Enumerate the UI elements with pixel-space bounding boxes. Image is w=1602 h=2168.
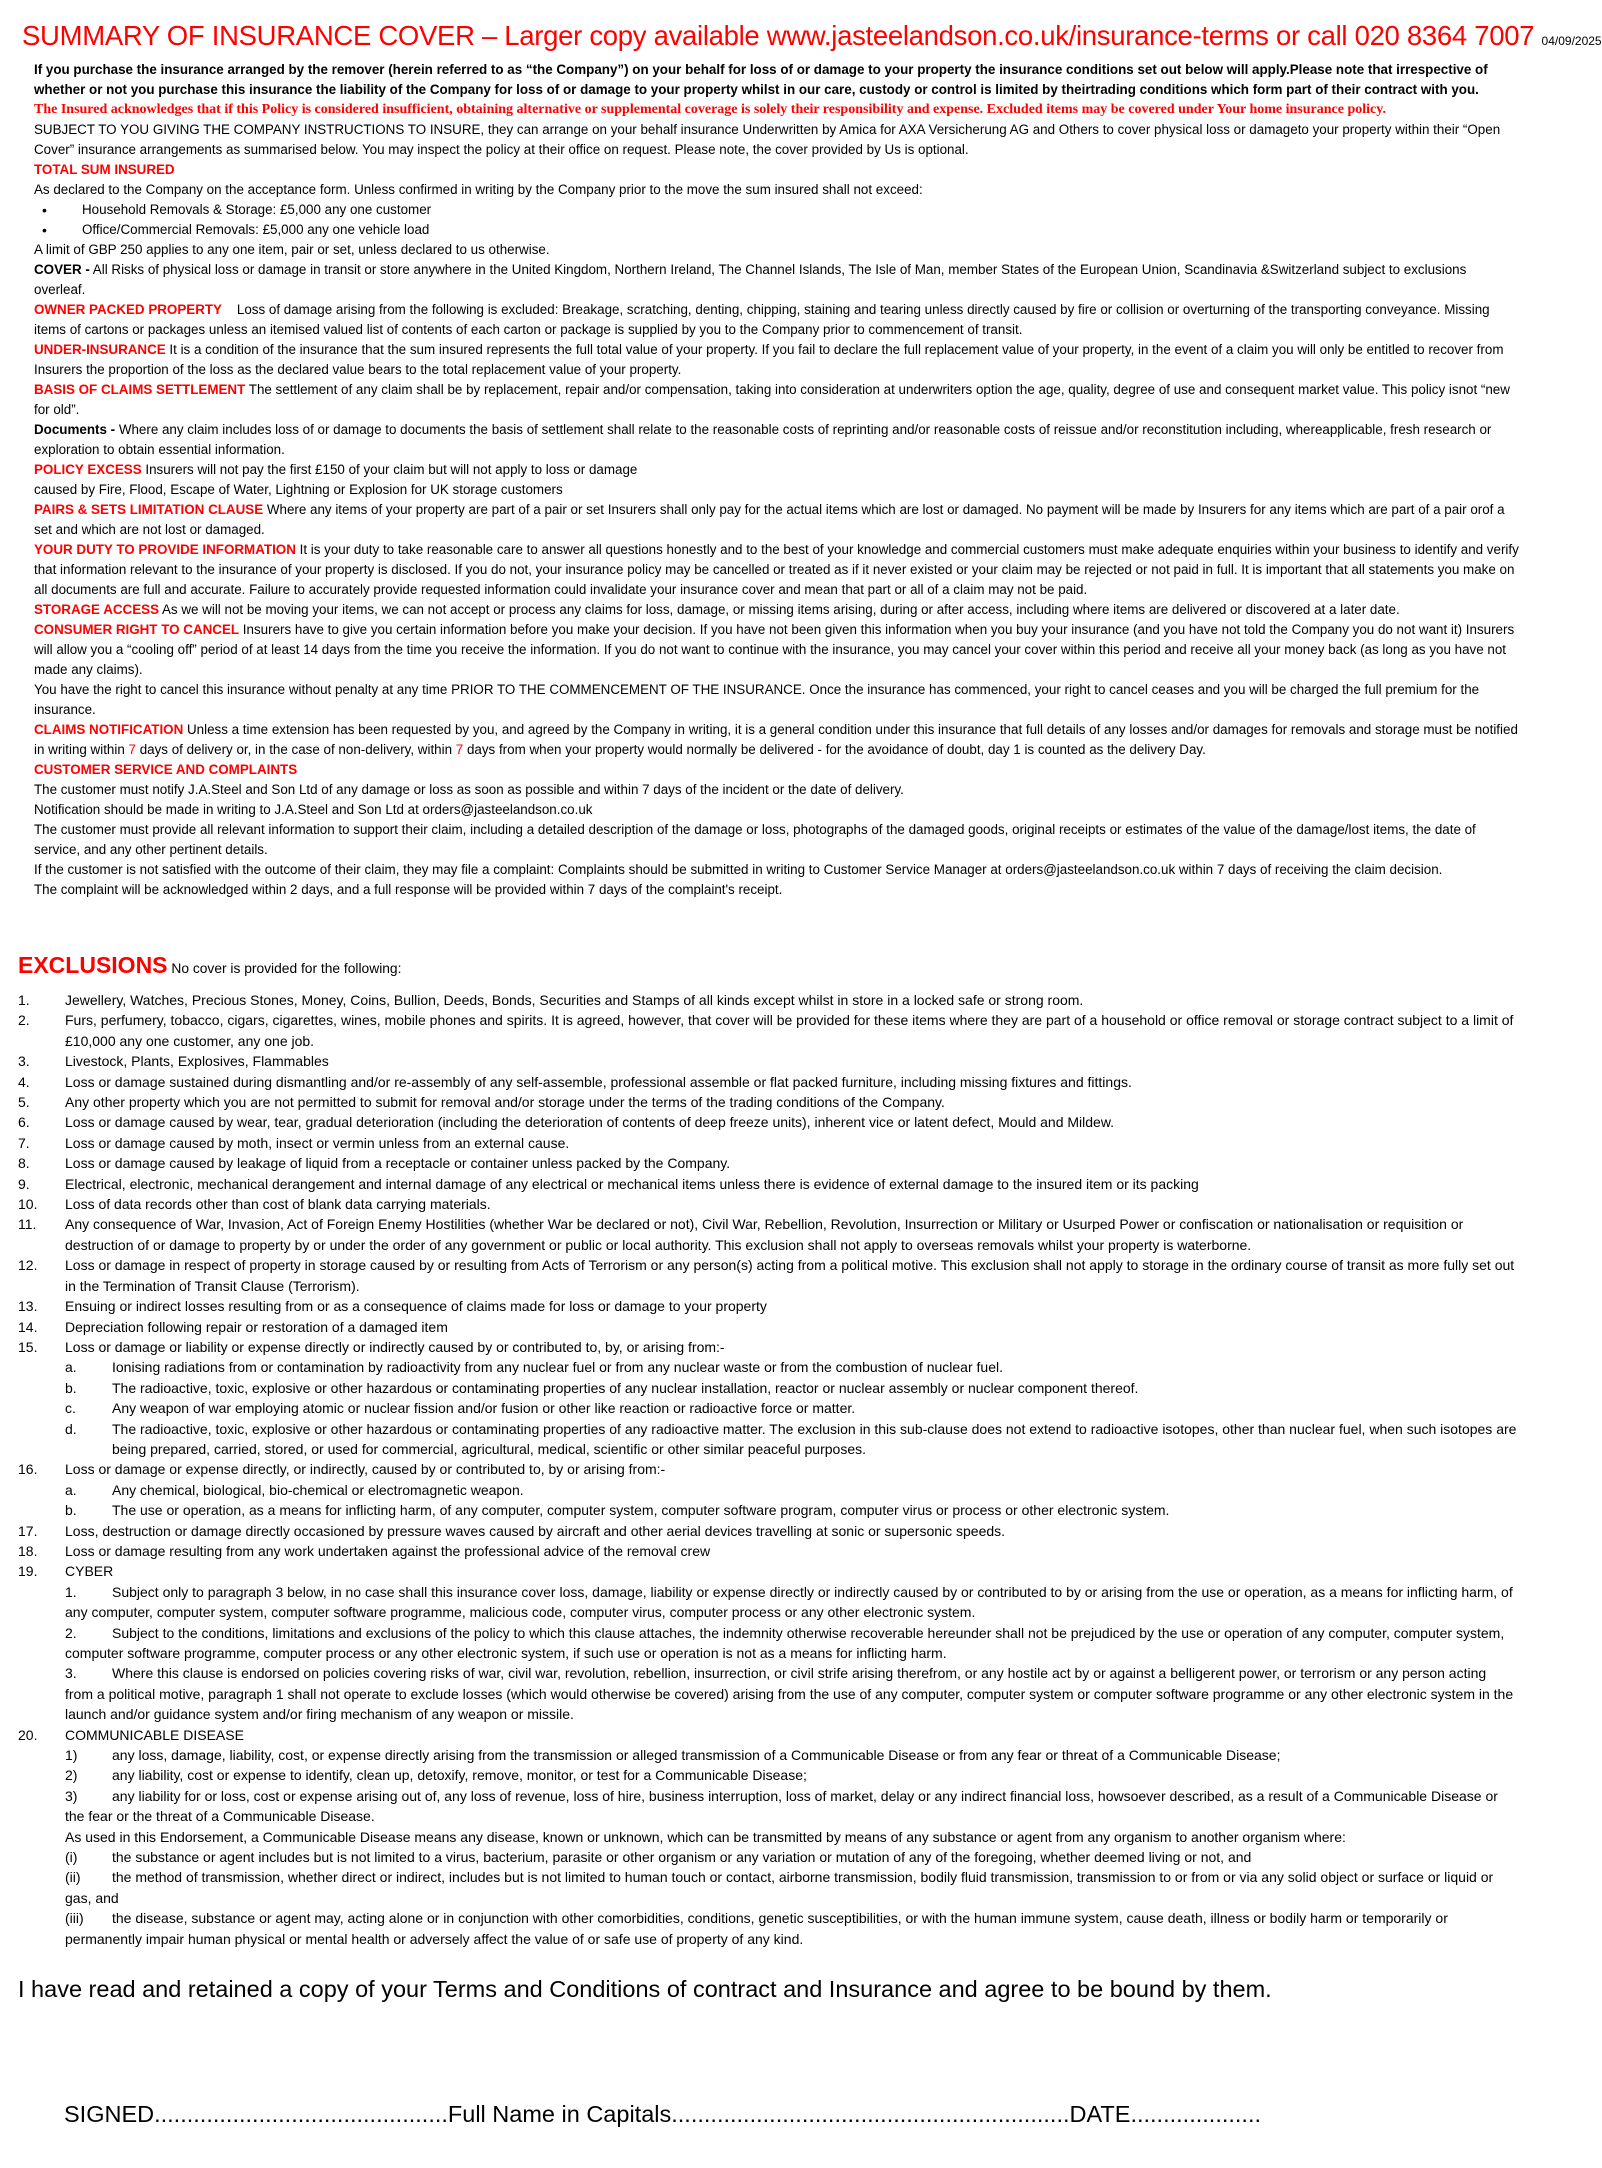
clause-number: 3) <box>65 1787 78 1804</box>
list-item: • Household Removals & Storage: £5,000 any one customer <box>34 200 1520 220</box>
clause-text: any liability, cost or expense to identify, clean up, detoxify, remove, monitor, or test for a Communicable Disease; <box>112 1767 807 1784</box>
condition-text: the disease, substance or agent may, acting alone or in conjunction with other comorbidities, conditions, genetic susceptibilities, or with the human immune system, cause death, illness or bodily harm or temporarily or permanently impair human physical or mental health or adversely affect the value of or safe use of property of any kind. <box>65 1910 1448 1947</box>
exclusion-item <box>18 1214 1518 1255</box>
clause-label: COVER - <box>34 262 90 277</box>
subitem-letter: a. <box>65 1481 77 1498</box>
subitem-text: Any chemical, biological, bio-chemical or electromagnetic weapon. <box>112 1481 524 1498</box>
item-text: Ensuing or indirect losses resulting from or as a consequence of claims made for loss or damage to your property <box>65 1298 767 1315</box>
clause-text: Insurers have to give you certain information before you make your decision. If you have not been given this information when you buy your insurance (and you have not told the Company you do not want it) Insurers will allow you a “cooling off” period of at least 14 days from the time you receive the information. If you do not want to continue with the insurance, you may cancel your cover within this period and receive all your money back (as long as you have not made any claims). <box>34 622 1515 677</box>
item-text: Livestock, Plants, Explosives, Flammables <box>65 1053 329 1070</box>
clause-text: Unless a time extension has been requested by you, and agreed by the Company in writing, it is a general condition under this insurance that full details of any losses and/or damages for removals and storage must be notified in writing within <box>34 722 1518 757</box>
clause-text: days from when your property would normally be delivered - for the avoidance of doubt, day 1 is counted as the delivery Day. <box>463 742 1206 757</box>
exclusion-subitem <box>18 1398 1518 1418</box>
clause-number: 2) <box>65 1767 78 1784</box>
item-number: 4. <box>18 1073 30 1090</box>
cover-clause <box>34 260 1520 300</box>
exclusion-item <box>18 990 1518 1010</box>
exclusion-subitem <box>18 1357 1518 1377</box>
paragraph-number: 1. <box>65 1583 77 1600</box>
item-text: Loss of data records other than cost of blank data carrying materials. <box>65 1196 491 1213</box>
disease-condition <box>18 1908 1518 1949</box>
item-text: Loss, destruction or damage directly occasioned by pressure waves caused by aircraft and other aerial devices travelling at sonic or supersonic speeds. <box>65 1522 1006 1539</box>
item-number: 16. <box>18 1461 38 1478</box>
cyber-paragraph <box>18 1663 1518 1724</box>
item-number: 15. <box>18 1338 38 1355</box>
item-text: Loss or damage or expense directly, or indirectly, caused by or contributed to, by or arising from:- <box>65 1461 666 1478</box>
documents-clause <box>34 420 1520 460</box>
item-number: 11. <box>18 1216 37 1233</box>
clause-label: CLAIMS NOTIFICATION <box>34 722 184 737</box>
service-line: If the customer is not satisfied with the outcome of their claim, they may file a complaint: Complaints should be submitted in writing to Customer Service Manager at orders@jasteelandson.co.uk within 7 days of receiving the claim decision. <box>34 862 1443 877</box>
cyber-paragraph <box>18 1623 1518 1664</box>
clause-text: All Risks of physical loss or damage in transit or store anywhere in the United Kingdom, Northern Ireland, The Channel Islands, The Isle of Man, member States of the European Union, Scandinavia &Switzerland subject to exclusions overleaf. <box>34 262 1467 297</box>
disease-condition <box>18 1867 1518 1908</box>
item-text: Loss or damage caused by wear, tear, gradual deterioration (including the deterioration of contents of deep freeze units), inherent vice or latent defect, Mould and Mildew. <box>65 1114 1115 1131</box>
clause-label: STORAGE ACCESS <box>34 602 160 617</box>
service-line: The customer must provide all relevant information to support their claim, including a detailed description of the damage or loss, photographs of the damaged goods, original receipts or estimates of the value of the damage/lost items, the date of service, and any other pertinent details. <box>34 822 1476 857</box>
exclusion-subitem <box>18 1480 1518 1500</box>
exclusion-item <box>18 1194 1518 1214</box>
exclusion-item <box>18 1459 1518 1479</box>
item-text: Loss or damage resulting from any work undertaken against the professional advice of the removal crew <box>65 1542 711 1559</box>
cyber-paragraph <box>18 1582 1518 1623</box>
subitem-text: The use or operation, as a means for inflicting harm, of any computer, computer system, computer software program, computer virus or process or other electronic system. <box>112 1502 1170 1519</box>
item-text: Any consequence of War, Invasion, Act of Foreign Enemy Hostilities (whether War be declared or not), Civil War, Rebellion, Revolution, Insurrection or Military or Usurped Power or confiscation or nationalisation or requisition or destruction of or damage to property by or under the order of any government or public or local authority. This exclusion shall not apply to overseas removals whilst your property is waterborne. <box>65 1216 1464 1253</box>
item-text: CYBER <box>65 1563 114 1580</box>
exclusion-subitem <box>18 1378 1518 1398</box>
item-limit-text: A limit of GBP 250 applies to any one item, pair or set, unless declared to us otherwise. <box>34 242 550 257</box>
item-number: 8. <box>18 1155 30 1172</box>
exclusions-subheading: No cover is provided for the following: <box>171 961 402 976</box>
exclusion-item <box>18 1051 1518 1071</box>
exclusions-heading-row <box>18 954 401 980</box>
clause-label: YOUR DUTY TO PROVIDE INFORMATION <box>34 542 296 557</box>
clause-text: days of delivery or, in the case of non-delivery, within <box>135 742 456 757</box>
exclusion-item <box>18 1725 1518 1745</box>
clause-label: BASIS OF CLAIMS SETTLEMENT <box>34 382 246 397</box>
clause-label: CONSUMER RIGHT TO CANCEL <box>34 622 240 637</box>
paragraph-text: Where this clause is endorsed on policies covering risks of war, civil war, revolution, rebellion, insurrection, or civil strife arising therefrom, or any hostile act by or against a belligerent power, or terrorism or any person acting from a political motive, paragraph 1 shall not operate to exclude losses (which would otherwise be covered) arising from the use of any computer, computer system or computer software programme or any other electronic system in the launch and/or guidance system and/or firing mechanism of any weapon or missile. <box>65 1665 1514 1723</box>
clause-label: OWNER PACKED PROPERTY <box>34 302 222 317</box>
subitem-text: Any weapon of war employing atomic or nuclear fission and/or fusion or other like reaction or radioactive force or matter. <box>112 1400 856 1417</box>
condition-text: the method of transmission, whether direct or indirect, includes but is not limited to human touch or contact, airborne transmission, bodily fluid transmission, transmission to or from or via any solid object or surface or liquid or gas, and <box>65 1869 1494 1906</box>
service-line: The customer must notify J.A.Steel and Son Ltd of any damage or loss as soon as possible and within 7 days of the incident or the date of delivery. <box>34 782 904 797</box>
basis-of-settlement-clause <box>34 380 1520 420</box>
item-number: 3. <box>18 1053 30 1070</box>
exclusion-item <box>18 1337 1518 1357</box>
condition-number: (i) <box>65 1849 78 1866</box>
subitem-text: Ionising radiations from or contamination by radioactivity from any nuclear fuel or from any nuclear waste or from the combustion of nuclear fuel. <box>112 1359 1003 1376</box>
item-number: 13. <box>18 1298 38 1315</box>
insurance-arrangement-text: SUBJECT TO YOU GIVING THE COMPANY INSTRUCTIONS TO INSURE, they can arrange on your behalf insurance Underwritten by Amica for AXA Versicherung AG and Others to cover physical loss or damageto your property within their “Open Cover” insurance arrangements as summarised below. You may inspect the policy at their office on request. Please note, the cover provided by Us is optional. <box>34 122 1501 157</box>
storage-access-clause <box>34 600 1520 620</box>
exclusion-item <box>18 1133 1518 1153</box>
duty-to-inform-clause <box>34 540 1520 600</box>
clause-text: any loss, damage, liability, cost, or expense directly arising from the transmission or alleged transmission of a Communicable Disease or from any fear or threat of a Communicable Disease; <box>112 1747 1281 1764</box>
exclusion-item <box>18 1317 1518 1337</box>
item-text: Loss or damage or liability or expense directly or indirectly caused by or contributed to, by, or arising from:- <box>65 1338 725 1355</box>
policy-excess-clause <box>34 460 1520 480</box>
exclusion-item <box>18 1092 1518 1112</box>
paragraph-number: 3. <box>65 1665 77 1682</box>
exclusion-item <box>18 1255 1518 1296</box>
exclusion-item <box>18 1521 1518 1541</box>
acknowledgement-notice: The Insured acknowledges that if this Policy is considered insufficient, obtaining alternative or supplemental coverage is solely their responsibility and expense. Excluded items may be covered under Your home insurance policy. <box>34 102 1386 117</box>
item-number: 17. <box>18 1522 38 1539</box>
disease-clause <box>18 1745 1518 1765</box>
clause-label: PAIRS & SETS LIMITATION CLAUSE <box>34 502 264 517</box>
condition-number: (iii) <box>65 1910 84 1927</box>
service-line: Notification should be made in writing to J.A.Steel and Son Ltd at orders@jasteelandson.co.uk <box>34 802 593 817</box>
owner-packed-clause <box>34 300 1520 340</box>
disease-clause <box>18 1786 1518 1827</box>
header-date: 04/09/2025 <box>1541 34 1602 48</box>
intro-section <box>34 60 1520 900</box>
header-title <box>22 18 1602 59</box>
clause-text: Where any items of your property are part of a pair or set Insurers shall only pay for the actual items which are lost or damaged. No payment will be made by Insurers for any items which are part of a pair orof a set and which are not lost or damaged. <box>34 502 1505 537</box>
total-sum-insured-heading: TOTAL SUM INSURED <box>34 162 175 177</box>
claims-notification-clause <box>34 720 1520 760</box>
sum-insured-list <box>34 200 1520 240</box>
claims-days: 7 <box>455 742 464 757</box>
item-number: 9. <box>18 1175 30 1192</box>
item-number: 7. <box>18 1134 30 1151</box>
clause-text: Insurers will not pay the first £150 of your claim but will not apply to loss or damage <box>141 462 638 477</box>
consumer-right-clause <box>34 620 1520 680</box>
list-item: • Office/Commercial Removals: £5,000 any one vehicle load <box>34 220 1520 240</box>
item-text: Electrical, electronic, mechanical derangement and internal damage of any electrical or mechanical items unless there is evidence of external damage to the insured item or its packing <box>65 1175 1199 1192</box>
under-insurance-clause <box>34 340 1520 380</box>
item-number: 20. <box>18 1726 38 1743</box>
exclusion-item <box>18 1010 1518 1051</box>
disease-condition <box>18 1847 1518 1867</box>
subitem-text: The radioactive, toxic, explosive or other hazardous or contaminating properties of any radioactive matter. The exclusion in this sub-clause does not extend to radioactive isotopes, other than nuclear fuel, when such isotopes are being prepared, carried, stored, or used for commercial, agricultural, medical, scientific or other similar peaceful purposes. <box>112 1420 1517 1457</box>
exclusion-item <box>18 1174 1518 1194</box>
clause-text: any liability for or loss, cost or expense arising out of, any loss of revenue, loss of hire, business interruption, loss of market, delay or any indirect financial loss, howsoever described, as a result of a Communicable Disease or the fear or the threat of a Communicable Disease. <box>65 1787 1498 1825</box>
item-number: 10. <box>18 1196 38 1213</box>
item-number: 14. <box>18 1318 38 1335</box>
item-number: 12. <box>18 1257 38 1274</box>
claims-days: 7 <box>128 742 136 757</box>
clause-text: Loss of damage arising from the following is excluded: Breakage, scratching, denting, chipping, staining and tearing unless directly caused by fire or collision or overturning of the transporting conveyance. Missing items of cartons or packages unless an itemised valued list of contents of each carton or package is supplied by you to the Company prior to commencement of transit. <box>34 302 1490 337</box>
item-number: 2. <box>18 1012 30 1029</box>
disease-definition: As used in this Endorsement, a Communicable Disease means any disease, known or unknown, which can be transmitted by means of any substance or agent from any organism to another organism where: <box>65 1828 1346 1845</box>
clause-number: 1) <box>65 1747 78 1764</box>
item-text: Loss or damage caused by leakage of liquid from a receptacle or container unless packed by the Company. <box>65 1155 731 1172</box>
subitem-letter: b. <box>65 1379 77 1396</box>
subitem-letter: d. <box>65 1420 77 1437</box>
clause-label: UNDER-INSURANCE <box>34 342 166 357</box>
exclusion-subitem <box>18 1500 1518 1520</box>
subitem-letter: b. <box>65 1502 77 1519</box>
disease-clause <box>18 1765 1518 1785</box>
intro-paragraph: If you purchase the insurance arranged by the remover (herein referred to as “the Company”) on your behalf for loss of or damage to your property the insurance conditions set out below will apply.Please note that irrespective of whether or not you purchase this insurance the liability of the Company for loss of or damage to your property whilst in our care, custody or control is limited by theirtrading conditions which form part of their contract with you. <box>34 62 1488 97</box>
subitem-letter: c. <box>65 1400 76 1417</box>
clause-label: Documents - <box>34 422 116 437</box>
exclusion-subitem <box>18 1419 1518 1460</box>
condition-number: (ii) <box>65 1869 81 1886</box>
paragraph-text: Subject to the conditions, limitations and exclusions of the policy to which this clause attaches, the indemnity otherwise recoverable hereunder shall not be prejudiced by the use or operation of any computer, computer system, computer software programme, computer process or any other electronic system, if such use or operation is not as a means for inflicting harm. <box>65 1624 1505 1661</box>
exclusions-list <box>18 990 1518 1949</box>
exclusion-item <box>18 1072 1518 1092</box>
policy-excess-continuation: caused by Fire, Flood, Escape of Water, Lightning or Explosion for UK storage customers <box>34 482 563 497</box>
pairs-sets-clause <box>34 500 1520 540</box>
clause-text: As we will not be moving your items, we can not accept or process any claims for loss, damage, or missing items arising, during or after access, including where items are delivered or discovered at a later date. <box>159 602 1400 617</box>
subitem-text: The radioactive, toxic, explosive or other hazardous or contaminating properties of any nuclear installation, reactor or nuclear assembly or nuclear component thereof. <box>112 1379 1139 1396</box>
item-text: Loss or damage caused by moth, insect or vermin unless from an external cause. <box>65 1134 570 1151</box>
item-text: Any other property which you are not permitted to submit for removal and/or storage under the terms of the trading conditions of the Company. <box>65 1094 945 1111</box>
exclusion-item <box>18 1153 1518 1173</box>
acknowledgement-statement: I have read and retained a copy of your Terms and Conditions of contract and Insurance and agree to be bound by them. <box>18 1976 1272 2002</box>
item-text: Depreciation following repair or restoration of a damaged item <box>65 1318 448 1335</box>
item-text: Furs, perfumery, tobacco, cigars, cigarettes, wines, mobile phones and spirits. It is agreed, however, that cover will be provided for these items where they are part of a household or office removal or storage contract subject to a limit of £10,000 any one customer, any one job. <box>65 1012 1514 1049</box>
total-sum-insured-text: As declared to the Company on the acceptance form. Unless confirmed in writing by the Company prior to the move the sum insured shall not exceed: <box>34 182 923 197</box>
exclusions-heading: EXCLUSIONS <box>18 952 168 978</box>
item-text: Jewellery, Watches, Precious Stones, Money, Coins, Bullion, Deeds, Bonds, Securities and Stamps of all kinds except whilst in store in a locked safe or strong room. <box>65 992 1084 1008</box>
paragraph-text: Subject only to paragraph 3 below, in no case shall this insurance cover loss, damage, liability or expense directly or indirectly caused by or contributed to by or arising from the use or operation, as a means for inflicting harm, of any computer, computer system, computer software programme, malicious code, computer virus, computer process or any other electronic system. <box>65 1583 1513 1621</box>
item-number: 5. <box>18 1094 30 1111</box>
item-number: 6. <box>18 1114 30 1131</box>
item-number: 18. <box>18 1542 38 1559</box>
service-line: The complaint will be acknowledged within 2 days, and a full response will be provided within 7 days of the complaint's receipt. <box>34 882 783 897</box>
customer-service-heading: CUSTOMER SERVICE AND COMPLAINTS <box>34 762 298 777</box>
condition-text: the substance or agent includes but is not limited to a virus, bacterium, parasite or other organism or any variation or mutation of any of the foregoing, whether deemed living or not, and <box>112 1849 1252 1866</box>
clause-text: Where any claim includes loss of or damage to documents the basis of settlement shall relate to the reasonable costs of reprinting and/or reasonable costs of reissue and/or reconstitution including, whereapplicable, fresh research or exploration to obtain essential information. <box>34 422 1492 457</box>
exclusion-item <box>18 1561 1518 1581</box>
clause-label: POLICY EXCESS <box>34 462 142 477</box>
header-title-text: SUMMARY OF INSURANCE COVER – Larger copy available www.jasteelandson.co.uk/insurance-terms or call 020 8364 7007 <box>22 20 1535 51</box>
item-number: 19. <box>18 1563 38 1580</box>
clause-text: It is your duty to take reasonable care to answer all questions honestly and to the best of your knowledge and commercial customers must make adequate enquiries within your business to identify and verify that information relevant to the insurance of your property is disclosed. If you do not, your insurance policy may be cancelled or treated as if it never existed or your claim may be rejected or not paid in full. It is important that all statements you make on all documents are full and accurate. Failure to accurately provide requested information could invalidate your insurance cover and mean that part or all of a claim may not be paid. <box>34 542 1519 597</box>
paragraph-number: 2. <box>65 1624 77 1641</box>
item-text: Loss or damage sustained during dismantling and/or re-assembly of any self-assemble, professional assemble or flat packed furniture, including missing fixtures and fittings. <box>65 1073 1132 1090</box>
clause-text: It is a condition of the insurance that the sum insured represents the full total value of your property. If you fail to declare the full replacement value of your property, in the event of a claim you will only be entitled to recover from Insurers the proportion of the loss as the declared value bears to the total replacement value of your property. <box>34 342 1504 377</box>
item-text: Loss or damage in respect of property in storage caused by or resulting from Acts of Terrorism or any person(s) acting from a political motive. This exclusion shall not apply to storage in the ordinary course of transit as more fully set out in the Termination of Transit Clause (Terrorism). <box>65 1257 1515 1294</box>
exclusion-item <box>18 1296 1518 1316</box>
exclusion-item <box>18 1112 1518 1132</box>
exclusion-item <box>18 1541 1518 1561</box>
item-text: COMMUNICABLE DISEASE <box>65 1726 244 1743</box>
signature-line[interactable]: SIGNED.............................................Full Name in Capitals.............................................................DATE.................... <box>64 2101 1262 2127</box>
cancellation-text: You have the right to cancel this insurance without penalty at any time PRIOR TO THE COMMENCEMENT OF THE INSURANCE. Once the insurance has commenced, your right to cancel ceases and you will be charged the full premium for the insurance. <box>34 682 1480 717</box>
clause-text: The settlement of any claim shall be by replacement, repair and/or compensation, taking into consideration at underwriters option the age, quality, degree of use and consequent market value. This policy isnot “new for old”. <box>34 382 1510 417</box>
subitem-letter: a. <box>65 1359 77 1376</box>
item-number: 1. <box>18 992 30 1008</box>
